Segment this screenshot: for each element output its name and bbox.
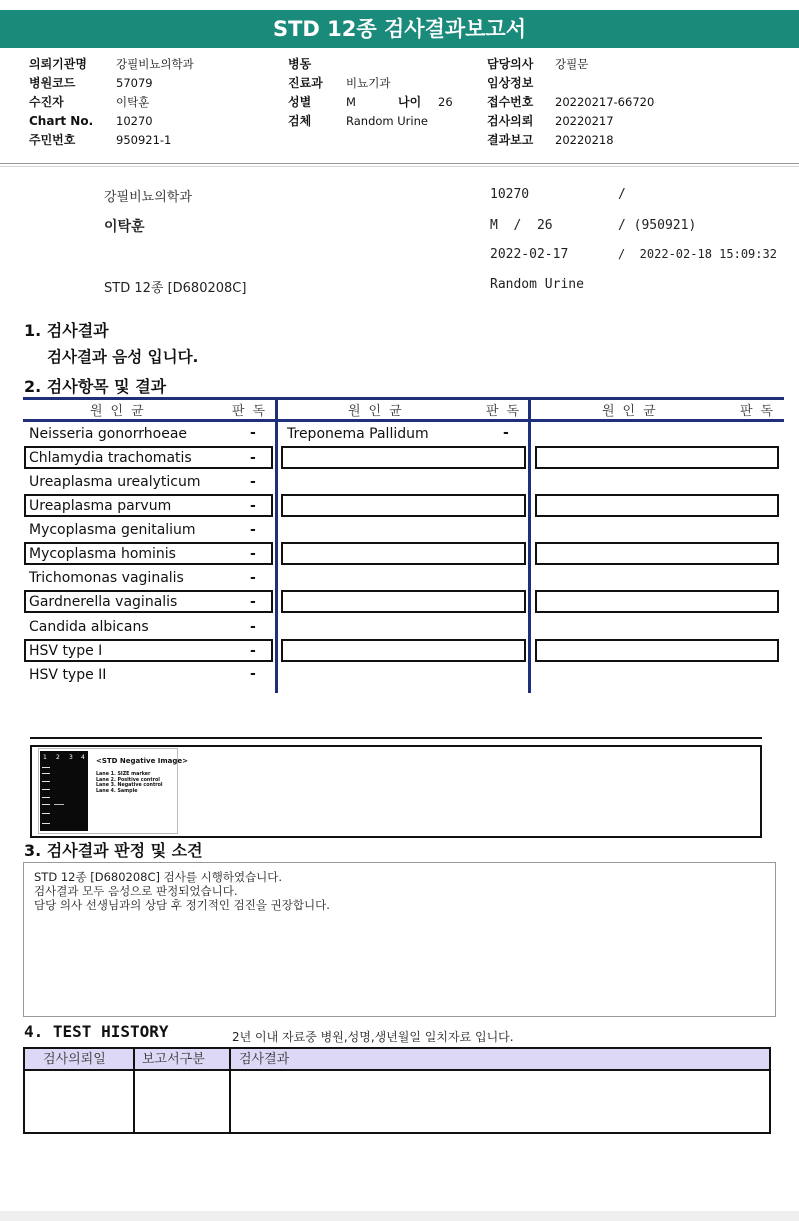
header-value: 비뇨기과 xyxy=(346,76,391,90)
gel-image-title: <STD Negative Image> xyxy=(96,757,189,765)
organism-result: - xyxy=(250,498,256,514)
header-value: 강필비뇨의학과 xyxy=(116,57,194,71)
organism-name: HSV type I xyxy=(29,643,103,659)
header-key: Chart No. xyxy=(29,114,94,128)
opinion-box xyxy=(23,862,776,1017)
header-value: Random Urine xyxy=(346,114,428,128)
col-header-result-1: 판독 xyxy=(232,404,274,419)
organism-name: Chlamydia trachomatis xyxy=(29,450,192,466)
header-key: 주민번호 xyxy=(29,133,76,147)
age-value: 26 xyxy=(438,95,453,109)
request-date: 2022-02-17 xyxy=(490,247,569,262)
organism-name: Treponema Pallidum xyxy=(287,426,429,442)
header-value: 20220217-66720 xyxy=(555,95,655,109)
section3-title: 3. 검사결과 판정 및 소견 xyxy=(24,841,203,860)
patient-name: 이탁훈 xyxy=(104,219,145,235)
organism-result: - xyxy=(250,425,256,441)
organism-result: - xyxy=(250,619,256,635)
lane-label: 1 xyxy=(43,754,47,761)
header-key: 병동 xyxy=(288,57,312,71)
table-header-border xyxy=(23,419,784,422)
opinion-line: STD 12종 [D680208C] 검사를 시행하였습니다. xyxy=(34,870,283,884)
header-divider-lower xyxy=(0,166,799,167)
age-label: 나이 xyxy=(398,95,422,109)
col-header-result-2: 판독 xyxy=(486,404,528,419)
patient-specimen: Random Urine xyxy=(490,277,584,292)
organism-name: Ureaplasma parvum xyxy=(29,498,172,514)
history-header-type: 보고서구분 xyxy=(142,1052,205,1067)
header-value: 이탁훈 xyxy=(116,95,150,109)
header-value: 20220217 xyxy=(555,114,614,128)
history-note: 2년 이내 자료중 병원,성명,생년월일 일치자료 입니다. xyxy=(232,1030,514,1044)
header-value: 10270 xyxy=(116,114,153,128)
header-value: 강필문 xyxy=(555,57,589,71)
header-key: 수진자 xyxy=(29,95,64,109)
header-col2 xyxy=(288,55,453,131)
section1-title: 1. 검사결과 xyxy=(24,321,109,340)
header-value: 950921-1 xyxy=(116,133,172,147)
section4-title: 4. TEST HISTORY xyxy=(24,1022,169,1041)
patient-birth: / (950921) xyxy=(618,218,697,233)
row-box xyxy=(535,590,779,613)
gel-legend: Lane 3. Negative control xyxy=(96,783,163,788)
history-header-date: 검사의뢰일 xyxy=(43,1052,106,1067)
organism-result: - xyxy=(250,643,256,659)
organism-name: HSV type II xyxy=(29,667,107,683)
organism-result: - xyxy=(250,666,256,682)
header-key: 진료과 xyxy=(288,76,323,90)
lane-label: 2 xyxy=(56,754,60,761)
image-top-rule xyxy=(30,737,762,739)
patient-chart: 10270 xyxy=(490,187,530,202)
report-title: STD 12종 검사결과보고서 xyxy=(0,10,799,48)
organism-result: - xyxy=(250,546,256,562)
header-key: 검사의뢰 xyxy=(487,114,534,128)
header-key: 담당의사 xyxy=(487,57,534,71)
history-col-divider xyxy=(133,1049,135,1132)
patient-clinic: 강필비뇨의학과 xyxy=(104,190,192,205)
row-box xyxy=(281,446,526,469)
organism-name: Mycoplasma genitalium xyxy=(29,522,196,538)
gel-legend: Lane 4. Sample xyxy=(96,788,138,794)
col-header-result-3: 판독 xyxy=(740,404,782,419)
organism-name: Candida albicans xyxy=(29,619,149,635)
header-value: M xyxy=(346,95,356,109)
col-header-name-3: 원인균 xyxy=(602,404,664,419)
row-box xyxy=(535,494,779,517)
opinion-line: 검사결과 모두 음성으로 판정되었습니다. xyxy=(34,884,238,898)
header-key: 접수번호 xyxy=(487,95,534,109)
organism-result: - xyxy=(503,425,509,441)
organism-name: Neisseria gonorrhoeae xyxy=(29,426,188,442)
row-box xyxy=(535,542,779,565)
col-header-name-1: 원인균 xyxy=(90,404,152,419)
history-table xyxy=(23,1047,771,1134)
organism-result: - xyxy=(250,570,256,586)
row-box xyxy=(281,639,526,662)
header-col3 xyxy=(487,55,654,150)
row-box xyxy=(281,590,526,613)
result-summary: 검사결과 음성 입니다. xyxy=(47,348,199,366)
lane-label: 4 xyxy=(81,754,85,761)
history-header-result: 검사결과 xyxy=(239,1052,290,1067)
header-key: 임상정보 xyxy=(487,76,534,90)
gel-photo xyxy=(40,751,88,831)
row-box xyxy=(281,494,526,517)
organism-name: Trichomonas vaginalis xyxy=(29,570,184,586)
header-value: 57079 xyxy=(116,76,153,90)
header-col1 xyxy=(29,55,194,150)
history-header-row xyxy=(25,1049,769,1071)
header-key: 의뢰기관명 xyxy=(29,57,87,71)
history-col-divider xyxy=(229,1049,231,1132)
gel-legend: Lane 2. Positive control xyxy=(96,777,160,783)
organism-name: Ureaplasma urealyticum xyxy=(29,474,201,490)
page-footer-band xyxy=(0,1211,799,1221)
organism-result: - xyxy=(250,450,256,466)
row-box xyxy=(281,542,526,565)
opinion-line: 담당 의사 선생님과의 상담 후 정기적인 검진을 권장합니다. xyxy=(34,898,330,912)
header-key: 결과보고 xyxy=(487,133,534,147)
organism-result: - xyxy=(250,474,256,490)
patient-slash: / xyxy=(618,187,626,202)
table-col-divider-1 xyxy=(275,397,278,693)
report-datetime: / 2022-02-18 15:09:32 xyxy=(618,247,777,261)
col-header-name-2: 원인균 xyxy=(348,404,410,419)
gel-image xyxy=(38,748,189,834)
lane-label: 3 xyxy=(69,754,73,761)
organism-name: Mycoplasma hominis xyxy=(29,546,176,562)
organism-name: Gardnerella vaginalis xyxy=(29,594,178,610)
header-value: 20220218 xyxy=(555,133,614,147)
header-divider xyxy=(0,163,799,164)
header-key: 검체 xyxy=(288,114,312,128)
row-box xyxy=(535,639,779,662)
gel-legend: Lane 1. SIZE marker xyxy=(96,772,151,777)
organism-result: - xyxy=(250,522,256,538)
organism-result: - xyxy=(250,594,256,610)
header-key: 성별 xyxy=(288,95,312,109)
table-col-divider-2 xyxy=(528,397,531,693)
patient-sex-age: M / 26 xyxy=(490,218,553,233)
header-key: 병원코드 xyxy=(29,76,76,90)
row-box xyxy=(535,446,779,469)
patient-test: STD 12종 [D680208C] xyxy=(104,281,247,296)
section2-title: 2. 검사항목 및 결과 xyxy=(24,377,167,396)
